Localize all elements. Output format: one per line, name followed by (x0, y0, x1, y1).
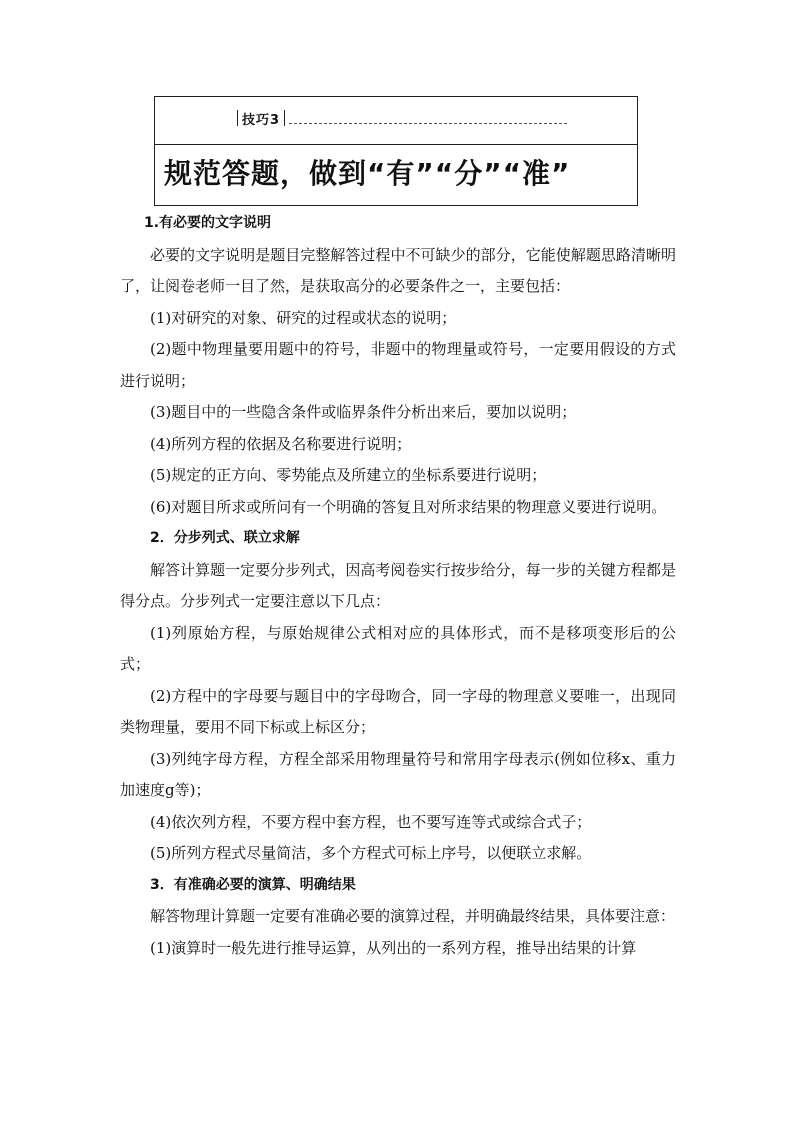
tip-header-box (154, 96, 638, 206)
paragraph: 解答计算题一定要分步列式，因高考阅卷实行按步给分，每一步的关键方程都是得分点。分步列式一定要注意以下几点： (120, 560, 676, 610)
paragraph: (1)对研究的对象、研究的过程或状态的说明； (150, 308, 457, 327)
paragraph: 解答物理计算题一定要有准确必要的演算过程，并明确最终结果，具体要注意： (150, 907, 676, 925)
paragraph: (2)方程中的字母要与题目中的字母吻合，同一字母的物理意义要唯一，出现同类物理量，要用不同下标或上标区分； (120, 686, 676, 736)
tip-bar-right (284, 110, 285, 126)
paragraph: (6)对题目所求或所问有一个明确的答复且对所求结果的物理意义要进行说明。 (150, 497, 667, 516)
section-title: 规范答题，做到“有”“分”“准” (164, 157, 571, 190)
section-heading: 3．有准确必要的演算、明确结果 (150, 876, 356, 893)
paragraph: (1)演算时一般先进行推导运算，从列出的一系列方程，推导出结果的计算 (150, 938, 637, 957)
dashed-divider (289, 123, 567, 124)
paragraph: (3)列纯字母方程，方程全部采用物理量符号和常用字母表示(例如位移x、重力加速度g等)； (120, 749, 676, 799)
paragraph: (2)题中物理量要用题中的符号，非题中的物理量或符号，一定要用假设的方式进行说明； (120, 340, 676, 390)
paragraph: (4)依次列方程，不要方程中套方程，也不要写连等式或综合式子； (150, 812, 592, 831)
body-content (120, 208, 676, 964)
tip-label-row (237, 107, 567, 129)
section-heading: 1.有必要的文字说明 (144, 215, 272, 231)
paragraph: (5)规定的正方向、零势能点及所建立的坐标系要进行说明； (150, 466, 547, 484)
section-heading: 2．分步列式、联立求解 (150, 530, 300, 546)
paragraph: (4)所列方程的依据及名称要进行说明； (150, 434, 412, 453)
paragraph: (1)列原始方程，与原始规律公式相对应的具体形式，而不是移项变形后的公式； (120, 623, 676, 673)
header-divider (155, 144, 637, 145)
paragraph: (3)题目中的一些隐含条件或临界条件分析出来后，要加以说明； (150, 403, 577, 421)
tip-label: 技巧3 (242, 112, 281, 128)
paragraph: (5)所列方程式尽量简洁，多个方程式可标上序号，以便联立求解。 (150, 844, 592, 862)
paragraph: 必要的文字说明是题目完整解答过程中不可缺少的部分，它能使解题思路清晰明了，让阅卷老师一目了然，是获取高分的必要条件之一，主要包括： (120, 245, 676, 295)
